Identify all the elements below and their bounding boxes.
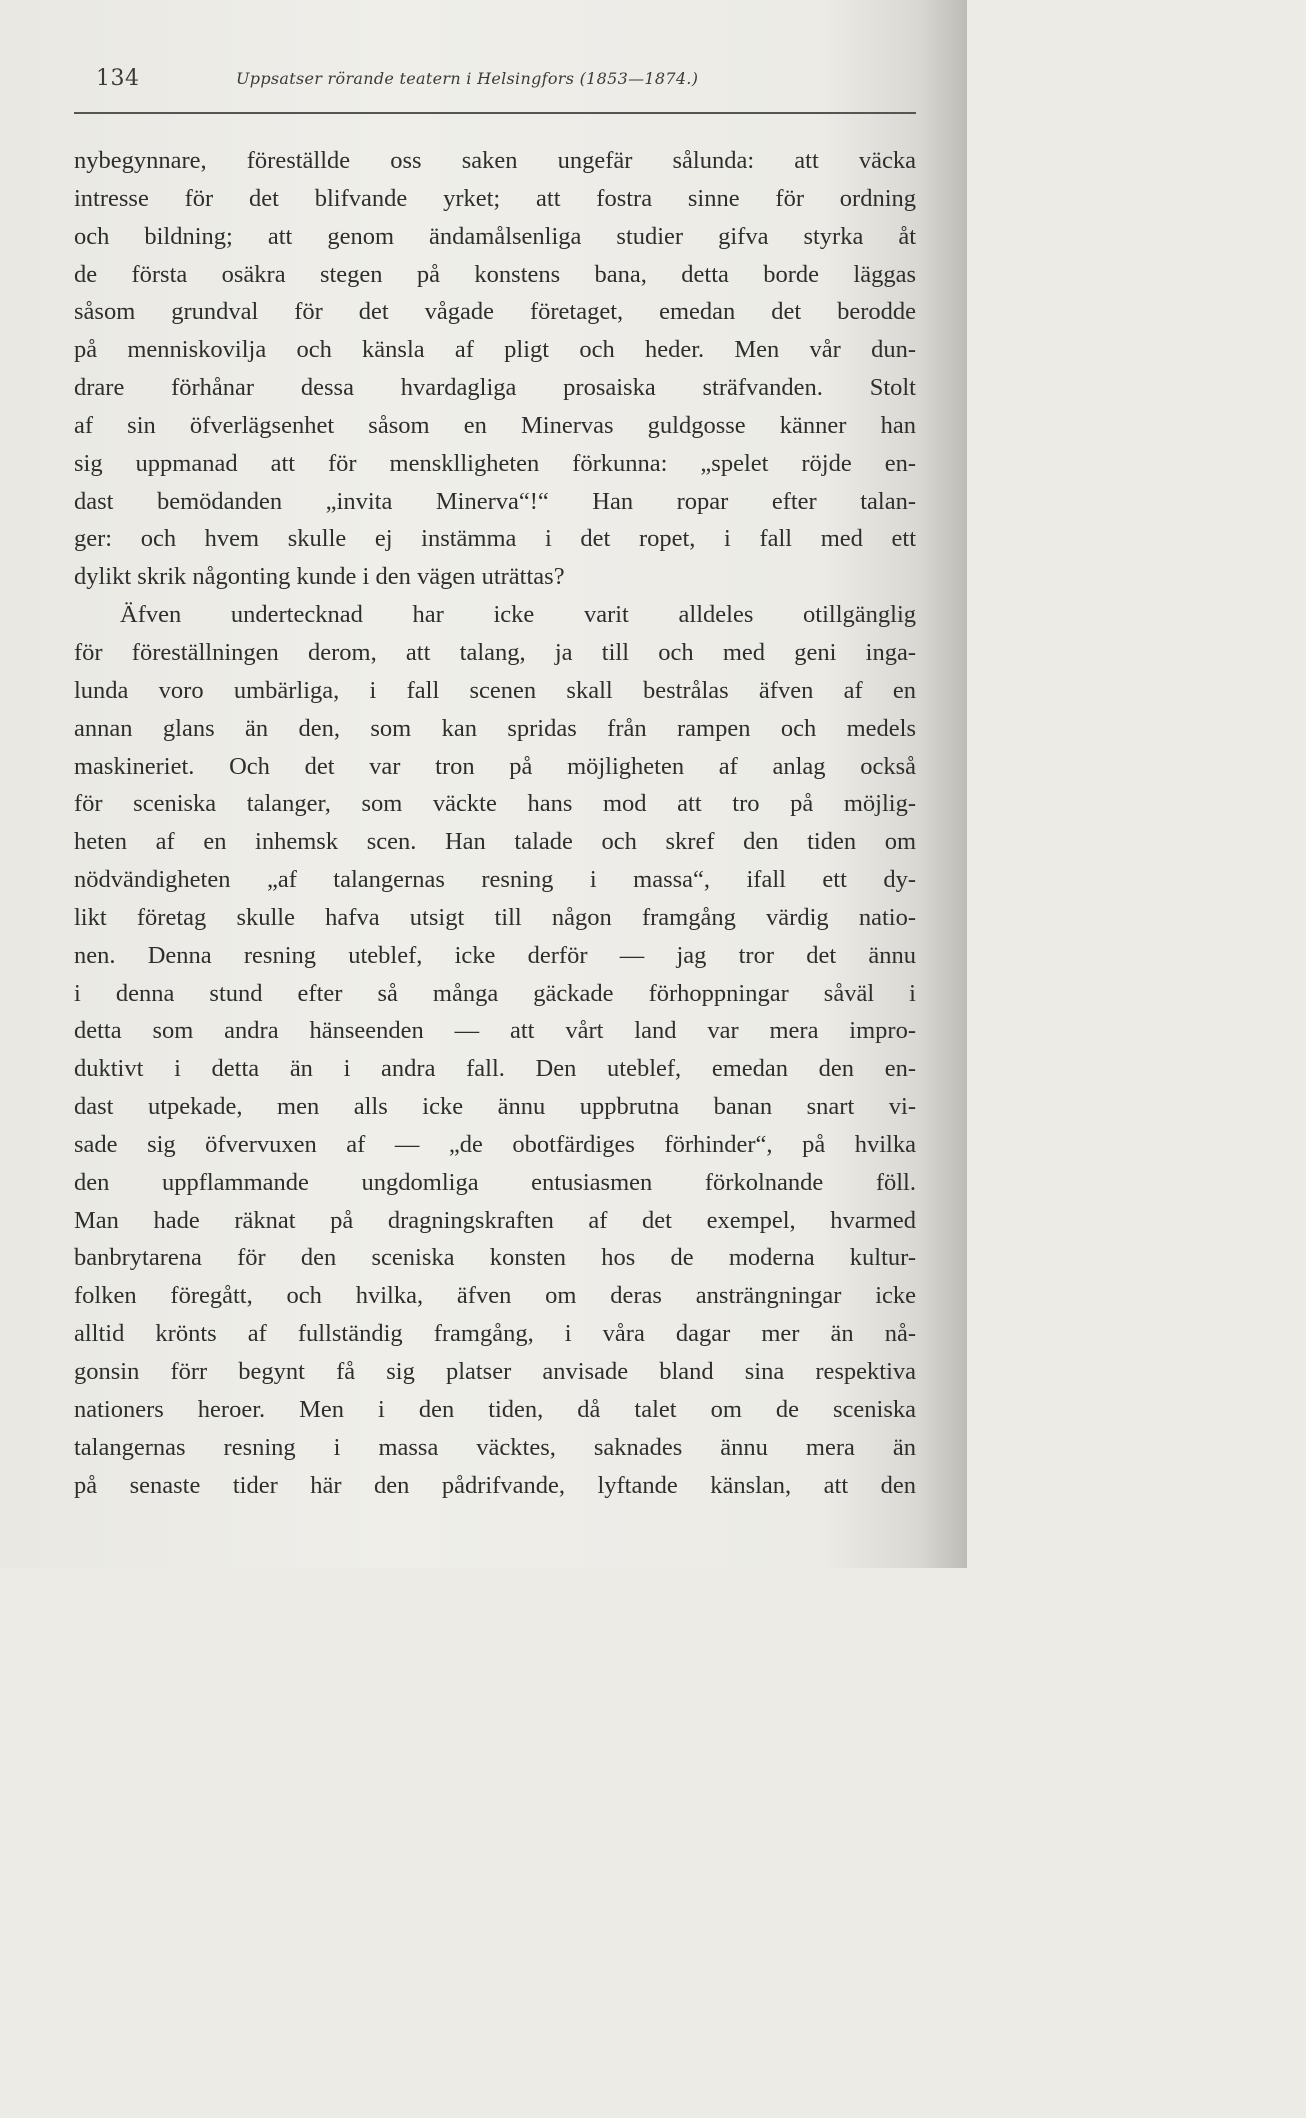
text-line: den uppflammande ungdomliga entusiasmen förkolnande föll. — [74, 1168, 916, 1196]
body-text — [74, 142, 916, 1504]
text-line: folken föregått, och hvilka, äfven om deras ansträngningar icke — [74, 1282, 916, 1310]
text-line: och bildning; att genom ändamålsenliga studier gifva styrka åt — [74, 222, 916, 250]
header-rule — [74, 112, 916, 114]
text-line: såsom grundval för det vågade företaget, emedan det berodde — [74, 298, 916, 326]
text-line: maskineriet. Och det var tron på möjligheten af anlag också — [74, 752, 916, 780]
text-line: duktivt i detta än i andra fall. Den uteblef, emedan den en- — [74, 1055, 916, 1083]
text-line: lunda voro umbärliga, i fall scenen skall bestrålas äfven af en — [74, 676, 916, 704]
text-line: talangernas resning i massa väcktes, saknades ännu mera än — [74, 1433, 916, 1461]
text-line: heten af en inhemsk scen. Han talade och skref den tiden om — [74, 828, 916, 856]
text-line: nationers heroer. Men i den tiden, då talet om de sceniska — [74, 1395, 916, 1423]
text-line: nen. Denna resning uteblef, icke derför — jag tror det ännu — [74, 941, 916, 969]
text-line: nybegynnare, föreställde oss saken ungefär sålunda: att väcka — [74, 147, 916, 174]
text-line: sade sig öfvervuxen af — „de obotfärdiges förhinder“, på hvilka — [74, 1130, 916, 1158]
page-header — [96, 66, 916, 98]
text-line: dast bemödanden „invita Minerva“!“ Han ropar efter talan- — [74, 487, 916, 515]
text-line: alltid krönts af fullständig framgång, i våra dagar mer än nå- — [74, 1320, 916, 1348]
text-line: för sceniska talanger, som väckte hans mod att tro på möjlig- — [74, 790, 916, 818]
text-line: Man hade räknat på dragningskraften af det exempel, hvarmed — [74, 1206, 916, 1234]
text-line: ger: och hvem skulle ej instämma i det ropet, i fall med ett — [74, 525, 916, 553]
text-line: Äfven undertecknad har icke varit alldeles otillgänglig — [120, 601, 916, 629]
text-line: detta som andra hänseenden — att vårt land var mera impro- — [74, 1017, 916, 1045]
text-line: annan glans än den, som kan spridas från rampen och medels — [74, 714, 916, 742]
text-line: för föreställningen derom, att talang, ja till och med geni inga- — [74, 638, 916, 666]
text-line: på menniskovilja och känsla af pligt och heder. Men vår dun- — [74, 336, 916, 364]
text-line: drare förhånar dessa hvardagliga prosaiska sträfvanden. Stolt — [74, 374, 916, 402]
text-line: af sin öfverlägsenhet såsom en Minervas guldgosse känner han — [74, 411, 916, 439]
running-title: Uppsatser rörande teatern i Helsingfors (1853—1874.) — [236, 69, 699, 88]
text-line: de första osäkra stegen på konstens bana, detta borde läggas — [74, 260, 916, 288]
text-line: i denna stund efter så många gäckade förhoppningar såväl i — [74, 979, 916, 1007]
text-line: likt företag skulle hafva utsigt till någon framgång värdig natio- — [74, 903, 916, 931]
text-line: dast utpekade, men alls icke ännu uppbrutna banan snart vi- — [74, 1093, 916, 1121]
text-line: intresse för det blifvande yrket; att fostra sinne för ordning — [74, 184, 916, 212]
text-line: gonsin förr begynt få sig platser anvisade bland sina respektiva — [74, 1358, 916, 1385]
text-line: sig uppmanad att för mensklligheten förkunna: „spelet röjde en- — [74, 449, 916, 477]
page-number: 134 — [96, 66, 140, 91]
text-line: dylikt skrik någonting kunde i den vägen uträttas? — [74, 563, 565, 591]
text-line: nödvändigheten „af talangernas resning i massa“, ifall ett dy- — [74, 866, 916, 894]
text-line: banbrytarena för den sceniska konsten hos de moderna kultur- — [74, 1244, 916, 1272]
text-line: på senaste tider här den pådrifvande, lyftande känslan, att den — [74, 1471, 916, 1499]
